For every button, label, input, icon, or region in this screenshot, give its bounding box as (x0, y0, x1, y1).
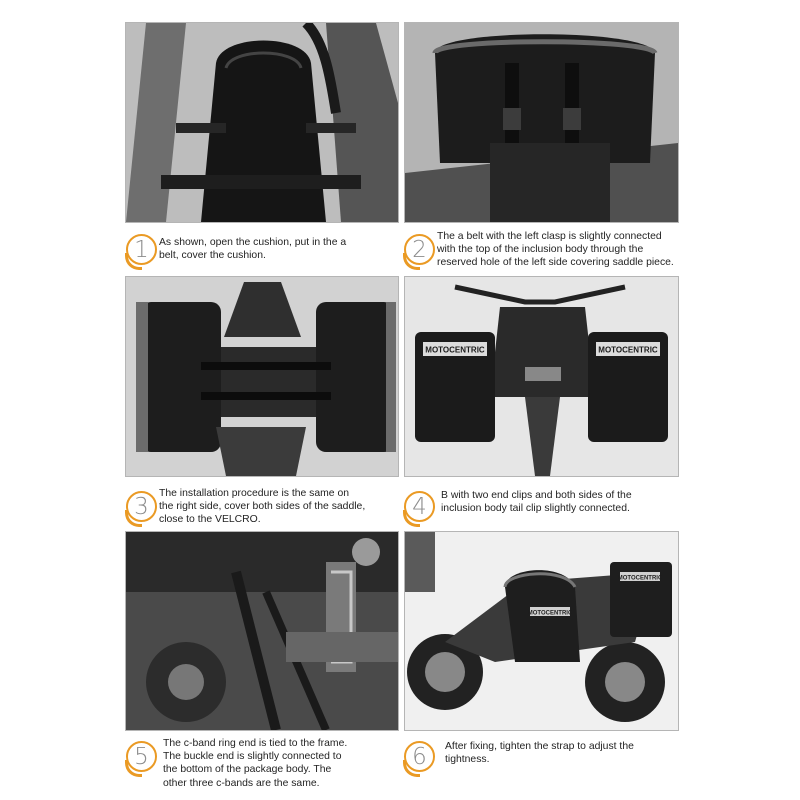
step-2-photo (404, 22, 679, 223)
saddlebags-on-motorcycle-rear-illustration (405, 277, 678, 476)
step-2-number-badge (404, 234, 435, 265)
step-1-number: 1 (134, 237, 149, 263)
step-1-number-badge (126, 234, 157, 265)
step-2-caption-line: The a belt with the left clasp is slightly connected (437, 231, 662, 242)
step-1-caption (159, 236, 346, 262)
step-1-photo (125, 22, 399, 223)
step-3-caption-line: close to the VELCRO. (159, 514, 261, 526)
seat-cushion-illustration (126, 23, 398, 222)
left-bag-brand-label: MOTOCENTRIC (425, 345, 485, 355)
step-2-caption-line: with the top of the inclusion body through the (437, 244, 644, 256)
step-5-caption-line: The c-band ring end is tied to the frame. (163, 738, 348, 749)
step-5-caption-line: The buckle end is slightly connected to (163, 751, 342, 763)
step-4-caption (441, 489, 632, 515)
step-3-photo (125, 276, 399, 477)
c-band-frame-illustration (126, 532, 398, 730)
step-5-caption-line: the bottom of the package body. The (163, 764, 332, 776)
near-bag-brand-label: MOTOCENTRIC (527, 610, 573, 617)
step-6-number: 6 (412, 744, 427, 770)
step-5-photo (125, 531, 399, 731)
saddlebags-installed-rear-illustration (126, 277, 398, 476)
far-bag-brand-label: MOTOCENTRIC (617, 575, 663, 582)
step-2-number: 2 (412, 237, 427, 263)
step-3-caption-line: the right side, cover both sides of the saddle, (159, 501, 366, 513)
step-6-caption-line: After fixing, tighten the strap to adjust the (445, 741, 634, 752)
step-4-number: 4 (412, 494, 427, 520)
step-3-caption (159, 487, 365, 527)
step-6-photo (404, 531, 679, 731)
step-3-caption-line: The installation procedure is the same on (159, 488, 350, 499)
finished-motorcycle-side-illustration (405, 532, 678, 730)
step-3-number: 3 (134, 494, 149, 520)
step-5-caption-line: other three c-bands are the same. (163, 777, 320, 789)
right-bag-brand-label: MOTOCENTRIC (598, 345, 658, 355)
step-3-number-badge (126, 491, 157, 522)
step-6-number-badge (404, 741, 435, 772)
step-2-caption (437, 230, 674, 270)
step-4-caption-line: B with two end clips and both sides of the (441, 490, 632, 501)
step-4-caption-line: inclusion body tail clip slightly connected. (441, 503, 630, 515)
step-4-number-badge (404, 491, 435, 522)
step-6-caption-line: tightness. (445, 754, 490, 766)
step-6-caption (445, 740, 634, 766)
step-4-photo (404, 276, 679, 477)
step-1-caption-line: belt, cover the cushion. (159, 250, 266, 262)
tail-bag-illustration (405, 23, 678, 222)
step-5-number: 5 (134, 744, 149, 770)
step-1-caption-line: As shown, open the cushion, put in the a (159, 237, 347, 248)
step-5-number-badge (126, 741, 157, 772)
step-2-caption-line: reserved hole of the left side covering saddle piece. (437, 257, 674, 269)
step-5-caption (163, 737, 347, 790)
